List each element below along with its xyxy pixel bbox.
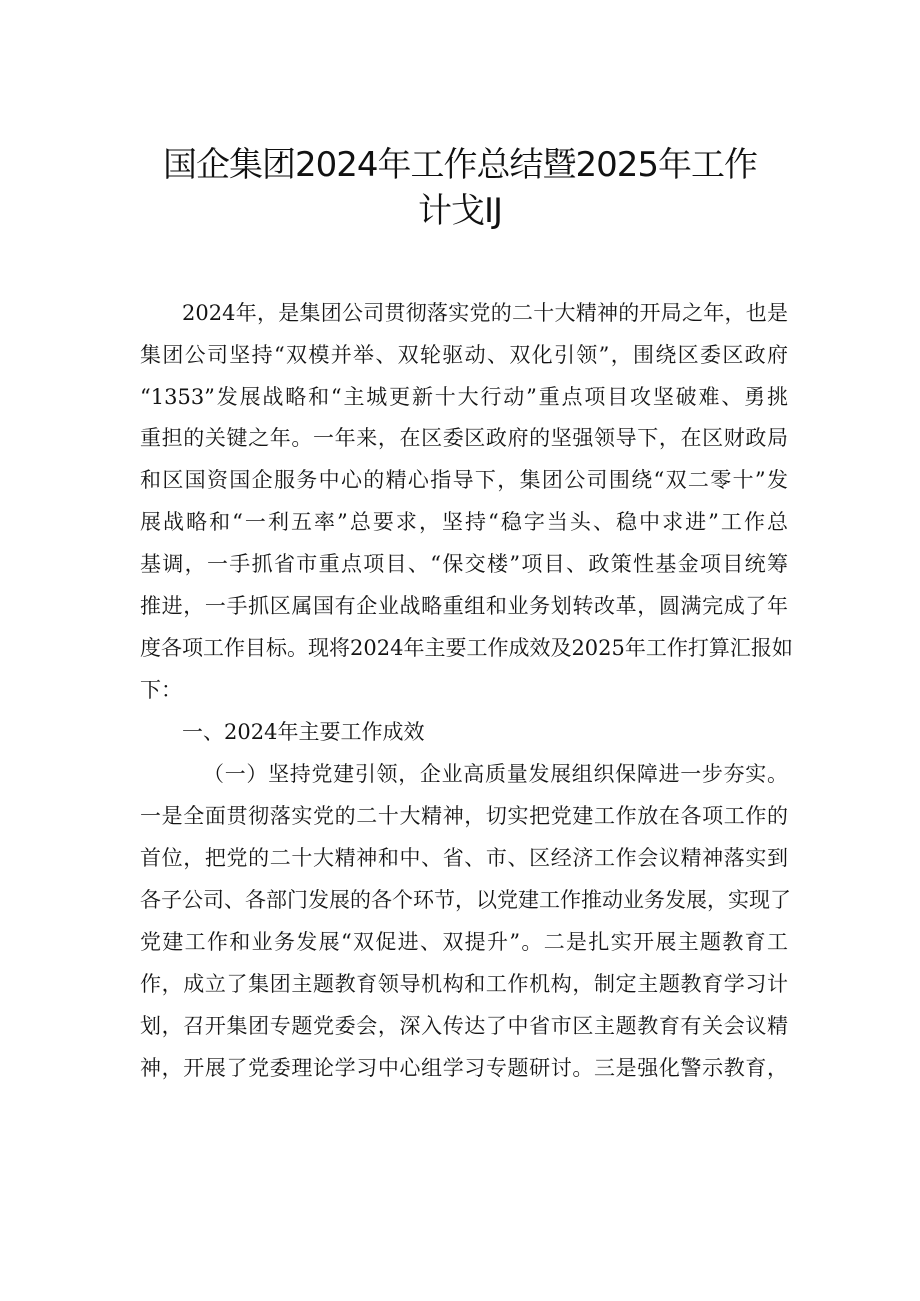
- intro-line: 度各项工作目标。现将2024年主要工作成效及2025年工作打算汇报如: [140, 636, 793, 660]
- body-line: 党建工作和业务发展“双促进、双提升”。二是扎实开展主题教育工: [140, 930, 788, 954]
- body-line: 神，开展了党委理论学习中心组学习专题研讨。三是强化警示教育，: [140, 1056, 788, 1080]
- intro-line: 2024年，是集团公司贯彻落实党的二十大精神的开局之年，也是: [182, 301, 788, 325]
- intro-line: 和区国资国企服务中心的精心指导下，集团公司围绕“双二零十”发: [140, 468, 788, 492]
- intro-line: 下：: [140, 678, 182, 702]
- body-line: 首位，把党的二十大精神和中、省、市、区经济工作会议精神落实到: [140, 846, 788, 870]
- document-title-line-1: 国企集团2024年工作总结暨2025年工作: [162, 145, 758, 185]
- intro-line: 基调，一手抓省市重点项目、“保交楼”项目、政策性基金项目统筹: [140, 552, 788, 576]
- section-heading: 一、2024年主要工作成效: [182, 720, 425, 744]
- body-line: 各子公司、各部门发展的各个环节，以党建工作推动业务发展，实现了: [140, 888, 791, 912]
- body-line: 一是全面贯彻落实党的二十大精神，切实把党建工作放在各项工作的: [140, 804, 788, 828]
- document-title-line-2: 计戈IJ: [417, 191, 503, 231]
- intro-line: 推进，一手抓区属国有企业战略重组和业务划转改革，圆满完成了年: [140, 594, 788, 618]
- intro-line: 重担的关键之年。一年来，在区委区政府的坚强领导下，在区财政局: [140, 426, 788, 450]
- intro-line: 集团公司坚持“双模并举、双轮驱动、双化引领”，围绕区委区政府: [140, 343, 788, 367]
- body-line: 作，成立了集团主题教育领导机构和工作机构，制定主题教育学习计: [140, 972, 788, 996]
- body-line: 划，召开集团专题党委会，深入传达了中省市区主题教育有关会议精: [140, 1014, 788, 1038]
- subsection-heading: （一）坚持党建引领，企业高质量发展组织保障进一步夯实。: [203, 762, 788, 786]
- intro-line: 展战略和“一利五率”总要求，坚持“稳字当头、稳中求进”工作总: [140, 510, 788, 534]
- intro-line: “1353”发展战略和“主城更新十大行动”重点项目攻坚破难、勇挑: [140, 385, 788, 409]
